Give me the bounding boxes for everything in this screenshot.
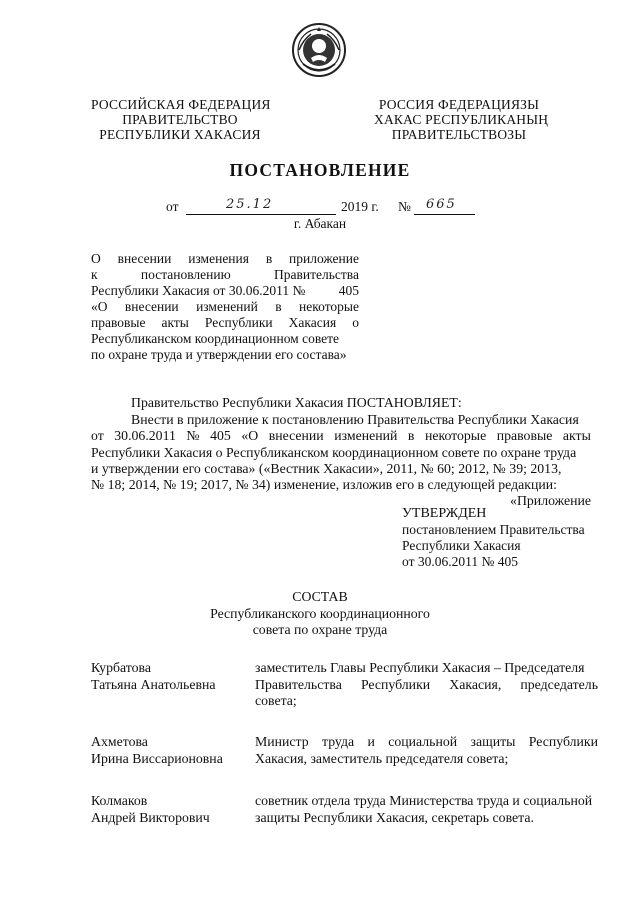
date-year: 2019 г.	[341, 199, 379, 214]
word: некоторые	[424, 428, 487, 444]
word: в	[275, 299, 282, 314]
word: акты	[161, 315, 189, 330]
word: Хакасия,	[449, 676, 502, 692]
subject-block	[91, 251, 359, 363]
paragraph-line: Республики Хакасия о Республиканском координационном совете по охране труда	[91, 444, 577, 460]
word: акты	[562, 428, 591, 444]
paragraph-line	[91, 428, 591, 444]
word: и	[367, 734, 375, 749]
member-surname: Колмаков	[91, 793, 148, 808]
approval-line: от 30.06.2011 № 405	[402, 554, 518, 569]
role-line: защиты Республики Хакасия, секретарь совета.	[255, 809, 534, 825]
role-line: советник отдела труда Министерства труда и социальной	[255, 793, 593, 808]
word: Республики	[204, 315, 273, 330]
role-line	[255, 734, 598, 751]
word: №	[186, 428, 200, 444]
word: «О	[241, 428, 259, 444]
approval-line: постановлением Правительства	[402, 522, 585, 537]
word: социальной	[388, 734, 458, 749]
header-right-line: РОССИЯ ФЕДЕРАЦИЯЗЫ	[378, 97, 540, 112]
header-left	[91, 97, 269, 142]
date-from-label: от	[166, 199, 179, 214]
word: 405	[210, 428, 231, 444]
date-underline	[186, 214, 336, 215]
word: Хакасия	[288, 315, 337, 330]
subject-line	[91, 267, 359, 283]
word: правовые	[91, 315, 146, 330]
word: Республики	[360, 676, 431, 692]
word: правовые	[496, 428, 553, 444]
word: приложение	[289, 251, 359, 266]
resolves-line: Правительство Республики Хакасия ПОСТАНОВЛЯЕТ:	[131, 395, 462, 410]
header-right	[374, 97, 549, 142]
word: постановлению	[140, 267, 231, 282]
subject-line	[91, 251, 359, 267]
word: в	[407, 428, 415, 444]
member-name	[91, 793, 251, 826]
word: некоторые	[299, 299, 359, 314]
member-role	[255, 793, 598, 826]
approval-line: УТВЕРЖДЕН	[402, 506, 487, 521]
document-title: ПОСТАНОВЛЕНИЕ	[229, 160, 411, 180]
number-sign: №	[398, 199, 411, 214]
header-left-line: РОССИЙСКАЯ ФЕДЕРАЦИЯ	[91, 97, 271, 112]
word: защиты	[470, 734, 516, 749]
handwritten-date: 25.12	[226, 197, 274, 212]
resolution-paragraph	[91, 412, 591, 510]
subject-line	[91, 315, 359, 331]
composition-heading	[0, 589, 640, 639]
word: в	[265, 251, 273, 266]
composition-title: СОСТАВ	[292, 589, 348, 604]
member-surname: Курбатова	[91, 660, 151, 675]
handwritten-number: 665	[426, 197, 457, 212]
resolution-intro	[91, 395, 591, 411]
role-line: Хакасия, заместитель председателя совета;	[255, 750, 509, 766]
word: труда	[322, 734, 355, 749]
header-left-line: ПРАВИТЕЛЬСТВО	[122, 112, 238, 127]
header-right-line: ХАКАС РЕСПУБЛИКАНЫҢ	[374, 112, 549, 127]
word: внесении	[124, 299, 179, 314]
role-line	[255, 677, 598, 694]
paragraph-line: Внести в приложение к постановлению Правительства Республики Хакасия	[131, 412, 579, 427]
word: к	[91, 267, 98, 282]
composition-subtitle: совета по охране труда	[252, 622, 388, 637]
paragraph-line: и утверждении его состава» («Вестник Хакасии», 2011, № 60; 2012, № 39; 2013,	[91, 460, 562, 476]
subject-line: по охране труда и утверждении его состава»	[91, 347, 347, 362]
word: Правительства	[274, 267, 359, 282]
header-right-line: ПРАВИТЕЛЬСТВОЗЫ	[391, 127, 527, 142]
word: О	[91, 251, 101, 266]
word: 405	[338, 283, 359, 298]
composition-subtitle: Республиканского координационного	[210, 605, 430, 621]
number-underline	[414, 214, 475, 215]
word: Республики Хакасия от 30.06.2011 №	[91, 283, 306, 298]
word: изменения	[188, 251, 249, 266]
subject-line: Республиканском координационном совете	[91, 331, 340, 346]
word: Республики	[528, 734, 598, 749]
role-line: заместитель Главы Республики Хакасия – Председателя	[255, 660, 585, 675]
paragraph-line: № 18; 2014, № 19; 2017, № 34) изменение, изложив его в следующей редакции:	[91, 477, 557, 493]
subject-line	[91, 299, 359, 315]
member-role	[255, 734, 598, 767]
approval-line: Республики Хакасия	[402, 538, 521, 553]
role-line: совета;	[255, 693, 297, 708]
subject-line	[91, 283, 359, 299]
word: председатель	[520, 676, 598, 692]
coat-of-arms-emblem	[291, 22, 347, 78]
member-given-name: Татьяна Анатольевна	[91, 676, 216, 692]
word: о	[352, 315, 359, 330]
word: от	[91, 428, 104, 444]
member-given-name: Ирина Виссарионовна	[91, 750, 223, 766]
header-left-line: РЕСПУБЛИКИ ХАКАСИЯ	[99, 127, 261, 142]
word: Правительства	[255, 676, 342, 692]
member-name	[91, 660, 251, 693]
word: изменений	[196, 299, 258, 314]
word: «О	[91, 299, 108, 314]
member-surname: Ахметова	[91, 734, 148, 749]
word: внесении	[117, 251, 172, 266]
word: внесении	[268, 428, 324, 444]
approval-block	[402, 506, 585, 570]
word: 30.06.2011	[114, 428, 176, 444]
city-line: г. Абакан	[293, 216, 347, 231]
word: изменений	[334, 428, 398, 444]
word: Министр	[255, 734, 309, 749]
appendix-label: «Приложение	[510, 493, 591, 509]
member-given-name: Андрей Викторович	[91, 809, 210, 825]
member-name	[91, 734, 251, 767]
member-role	[255, 660, 598, 710]
